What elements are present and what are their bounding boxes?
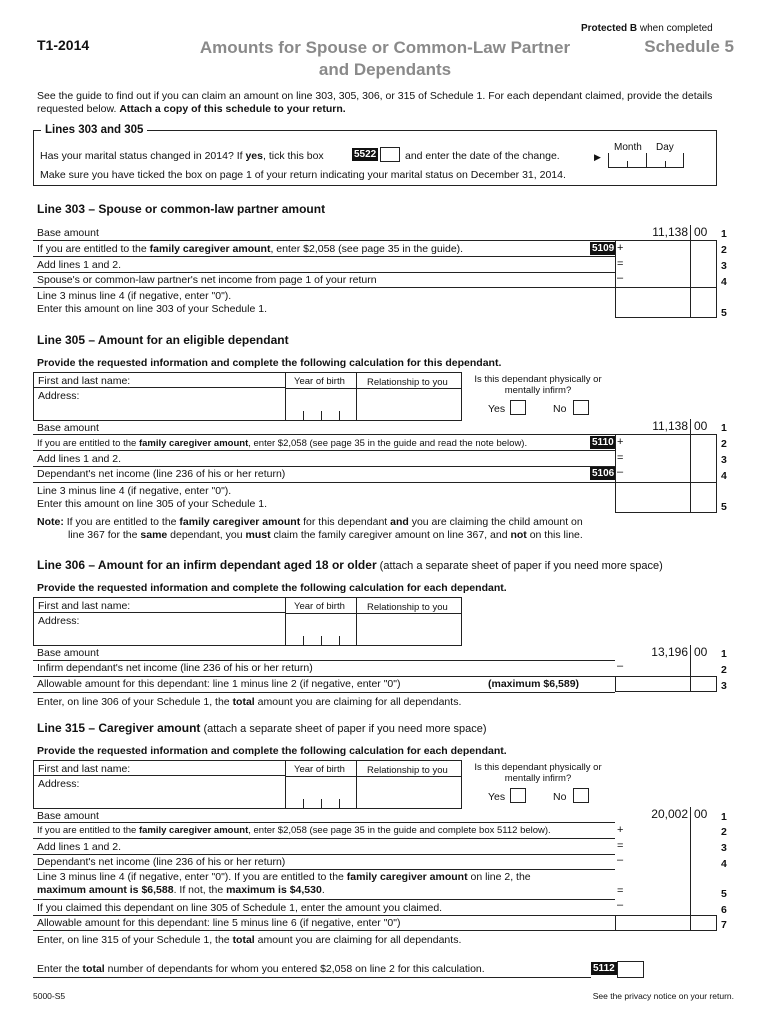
line-305-base-amount: 11,138: [652, 419, 688, 433]
line-315-yes-label: Yes: [488, 791, 506, 803]
line-306-row-3-label: Allowable amount for this dependant: line 1 minus line 2 (if negative, enter "0"): [37, 678, 401, 690]
line-315-op-6: –: [617, 899, 624, 911]
form-id: T1-2014: [37, 37, 90, 53]
line-303-base-amount: 11,138: [652, 225, 688, 239]
line-306-name-field[interactable]: First and last name:: [33, 597, 286, 613]
line-305-relationship-field[interactable]: Relationship to you: [356, 372, 462, 421]
intro-text: See the guide to find out if you can claim an amount on line 303, 305, 306, or 315 of Schedule 1. For each dependant claimed, provide the details requested below. Attach a copy of this schedule to your return.: [37, 90, 713, 115]
line-306-base-cents: 00: [694, 645, 708, 659]
line-315-num-2: 2: [721, 826, 727, 838]
line-315-row-5-label: Line 3 minus line 4 (if negative, enter "0"). If you are entitled to the family caregiver amount on line 2, the maximum amount is $6,588. If not, the maximum is $4,530.: [37, 871, 531, 896]
line-305-num-4: 4: [721, 470, 727, 482]
line-303-row-1-label: Base amount: [37, 227, 99, 239]
schedule-label: Schedule 5: [644, 37, 734, 56]
line-303-op-2: +: [617, 242, 624, 254]
line-306-instruction: Provide the requested information and complete the following calculation for each dependant.: [37, 582, 507, 594]
line-315-footer: Enter, on line 315 of your Schedule 1, the total amount you are claiming for all dependants.: [37, 934, 462, 946]
code-5110: 5110: [592, 437, 614, 448]
line-315-num-5: 5: [721, 888, 727, 900]
line-306-num-1: 1: [721, 648, 727, 660]
code-5106: 5106: [592, 468, 615, 479]
line-315-op-4: –: [617, 854, 624, 866]
line-315-infirm-yes-checkbox[interactable]: [510, 788, 526, 803]
line-305-row-3-label: Add lines 1 and 2.: [37, 453, 122, 465]
line-305-base-cents: 00: [694, 419, 708, 433]
line-306-maximum: (maximum $6,589): [488, 678, 580, 690]
line-305-num-5: 5: [721, 501, 727, 513]
line-306-year-of-birth-field[interactable]: Year of birth: [285, 597, 357, 646]
line-306-num-2: 2: [721, 664, 727, 676]
line-315-num-4: 4: [721, 858, 727, 870]
line-315-name-field[interactable]: First and last name:: [33, 760, 286, 776]
line-315-row-6-label: If you claimed this dependant on line 305 of Schedule 1, enter the amount you claimed.: [37, 902, 443, 914]
line-315-num-7: 7: [721, 919, 727, 931]
line-315-address-field[interactable]: Address:: [33, 775, 286, 809]
line-305-row-1-label: Base amount: [37, 422, 99, 434]
line-305-infirm-no-checkbox[interactable]: [573, 400, 589, 415]
code-5522: 5522: [354, 149, 377, 160]
line-306-title: Line 306 – Amount for an infirm dependant aged 18 or older (attach a separate sheet of paper if you need more space): [37, 558, 663, 572]
line-305-amount-fields[interactable]: [615, 434, 716, 482]
line-303-title: Line 303 – Spouse or common-law partner amount: [37, 202, 326, 216]
line-306-op-2: –: [617, 660, 624, 672]
line-315-row-7-label: Allowable amount for this dependant: line 5 minus line 6 (if negative, enter "0"): [37, 917, 401, 929]
line-315-instruction: Provide the requested information and complete the following calculation for each dependant.: [37, 745, 507, 757]
line-315-relationship-field[interactable]: Relationship to you: [356, 760, 462, 809]
code-5112: 5112: [593, 963, 615, 974]
line-305-result-field[interactable]: [615, 482, 717, 513]
code-5109: 5109: [592, 243, 615, 254]
line-315-no-label: No: [553, 791, 567, 803]
line-306-address-field[interactable]: Address:: [33, 612, 286, 646]
day-label: Day: [656, 142, 674, 153]
line-315-year-of-birth-field[interactable]: Year of birth: [285, 760, 357, 809]
line-305-op-2: +: [617, 436, 624, 448]
line-305-instruction: Provide the requested information and complete the following calculation for this dependant.: [37, 357, 502, 369]
line-305-yes-label: Yes: [488, 403, 506, 415]
line-315-op-3: =: [617, 840, 624, 852]
total-dependants-field[interactable]: [617, 961, 644, 978]
line-305-infirm-yes-checkbox[interactable]: [510, 400, 526, 415]
line-303-row-4-label: Spouse's or common-law partner's net income from page 1 of your return: [37, 274, 377, 286]
line-303-row-3-label: Add lines 1 and 2.: [37, 259, 122, 271]
arrow-right-icon: ▶: [594, 152, 601, 162]
line-305-row-5-label: Line 3 minus line 4 (if negative, enter "0"). Enter this amount on line 305 of your Schedule 1.: [37, 485, 267, 510]
line-305-num-2: 2: [721, 438, 727, 450]
line-305-infirm-question: Is this dependant physically or mentally infirm?: [474, 374, 602, 396]
line-305-address-field[interactable]: Address:: [33, 387, 286, 421]
line-303-num-1: 1: [721, 228, 727, 240]
line-306-base-amount: 13,196: [651, 645, 688, 659]
line-315-num-3: 3: [721, 842, 727, 854]
line-305-year-of-birth-field[interactable]: Year of birth: [285, 372, 357, 421]
line-303-op-3: =: [617, 258, 624, 270]
line-306-relationship-field[interactable]: Relationship to you: [356, 597, 462, 646]
line-315-row-1-label: Base amount: [37, 810, 99, 822]
line-305-title: Line 305 – Amount for an eligible dependant: [37, 333, 289, 347]
line-305-note: Note: If you are entitled to the family caregiver amount for this dependant and you are claiming the child amount on line 367 for the same dependant, you must claim the family caregiver amount on line 367, and not on this line.: [37, 516, 583, 541]
line-306-num-3: 3: [721, 680, 727, 692]
line-305-name-field[interactable]: First and last name:: [33, 372, 286, 388]
line-315-row-4-label: Dependant's net income (line 236 of his or her return): [37, 856, 286, 868]
line-315-base-amount: 20,002: [651, 807, 688, 821]
line-305-num-3: 3: [721, 454, 727, 466]
date-change-text: and enter the date of the change.: [405, 150, 560, 162]
line-315-op-2: +: [617, 824, 624, 836]
line-305-num-1: 1: [721, 422, 727, 434]
line-303-result-field[interactable]: [615, 287, 717, 318]
line-315-base-cents: 00: [694, 807, 708, 821]
line-306-row-2-label: Infirm dependant's net income (line 236 of his or her return): [37, 662, 313, 674]
line-303-row-2-label: If you are entitled to the family caregiver amount, enter $2,058 (see page 35 in the guide).: [37, 243, 464, 255]
line-315-title: Line 315 – Caregiver amount (attach a separate sheet of paper if you need more space): [37, 721, 487, 735]
line-315-row-3-label: Add lines 1 and 2.: [37, 841, 122, 853]
line-305-no-label: No: [553, 403, 567, 415]
total-dependants-text: Enter the total number of dependants for whom you entered $2,058 on line 2 for this calculation.: [37, 963, 485, 975]
protected-b-notice: Protected B when completed: [581, 23, 713, 34]
line-303-num-2: 2: [721, 244, 727, 256]
line-303-num-3: 3: [721, 260, 727, 272]
line-315-num-6: 6: [721, 904, 727, 916]
line-305-op-3: =: [617, 452, 624, 464]
form-code: 5000-S5: [33, 991, 66, 1001]
line-303-num-5: 5: [721, 307, 727, 319]
line-306-result-field[interactable]: [615, 676, 717, 692]
marital-status-question: Has your marital status changed in 2014? If yes, tick this box: [40, 150, 324, 162]
line-315-infirm-no-checkbox[interactable]: [573, 788, 589, 803]
date-change-field[interactable]: [608, 153, 684, 168]
line-306-footer: Enter, on line 306 of your Schedule 1, the total amount you are claiming for all dependants.: [37, 696, 462, 708]
line-315-num-1: 1: [721, 811, 727, 823]
line-315-op-5: =: [617, 885, 624, 897]
line-306-row-1-label: Base amount: [37, 647, 99, 659]
marital-status-checkbox[interactable]: [380, 147, 400, 162]
privacy-notice: See the privacy notice on your return.: [592, 991, 734, 1001]
line-303-base-cents: 00: [694, 225, 708, 239]
marital-status-note: Make sure you have ticked the box on page 1 of your return indicating your marital status on December 31, 2014.: [40, 169, 566, 181]
line-303-op-4: –: [617, 272, 624, 284]
lines-303-305-legend: Lines 303 and 305: [41, 124, 147, 136]
line-303-amount-fields[interactable]: [615, 240, 716, 287]
line-315-result-field[interactable]: [615, 915, 717, 931]
line-305-op-4: –: [617, 466, 624, 478]
page-title: Amounts for Spouse or Common-Law Partner and Dependants: [199, 38, 571, 79]
line-303-num-4: 4: [721, 276, 727, 288]
line-315-amount-fields[interactable]: [615, 822, 690, 915]
line-315-row-2-label: If you are entitled to the family caregiver amount, enter $2,058 (see page 35 in the guide and complete box 5112 below).: [37, 825, 551, 836]
line-305-row-2-label: If you are entitled to the family caregiver amount, enter $2,058 (see page 35 in the guide and read the note below).: [37, 438, 528, 449]
line-305-row-4-label: Dependant's net income (line 236 of his or her return): [37, 468, 286, 480]
month-label: Month: [614, 142, 642, 153]
line-303-row-5-label: Line 3 minus line 4 (if negative, enter "0"). Enter this amount on line 303 of your Schedule 1.: [37, 290, 267, 315]
line-306-net-income-field[interactable]: [615, 660, 690, 676]
line-315-infirm-question: Is this dependant physically or mentally infirm?: [474, 762, 602, 784]
